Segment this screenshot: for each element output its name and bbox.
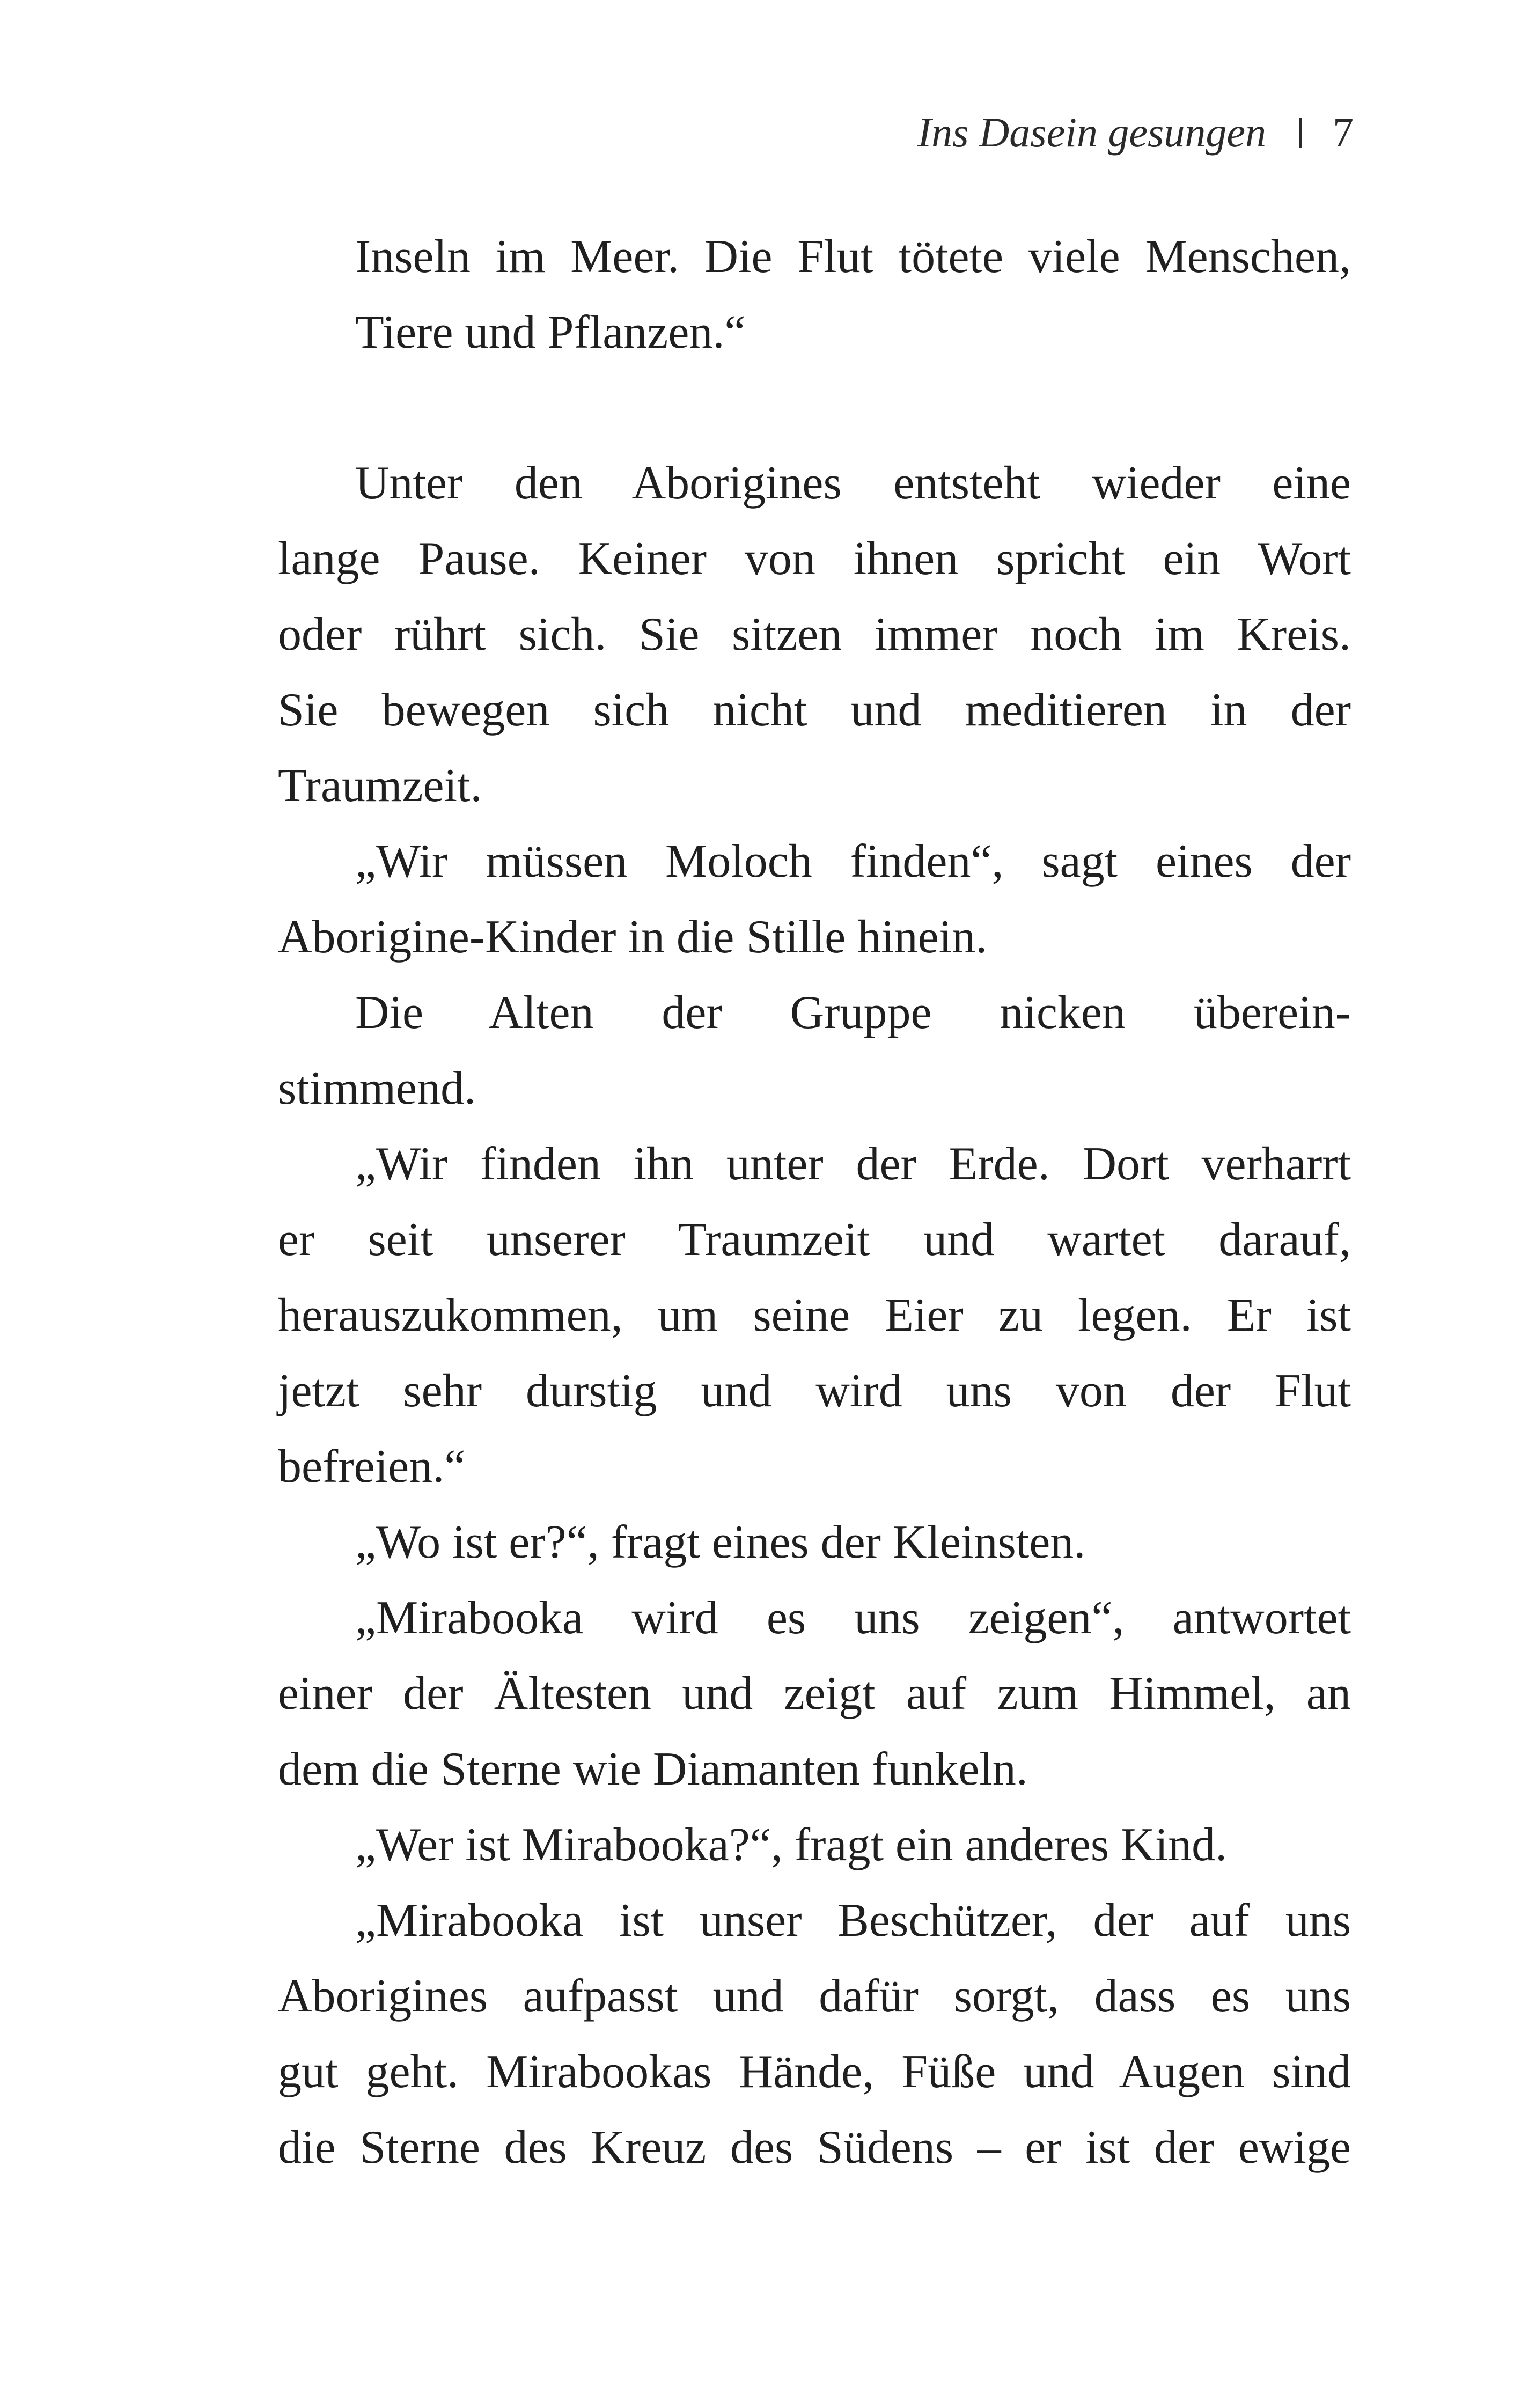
text-line: „Mirabooka wird es uns zeigen“, antwortet bbox=[355, 1592, 1351, 1644]
quote-line: Tiere und Pflanzen.“ bbox=[355, 306, 746, 358]
quote-line: Inseln im Meer. Die Flut tötete viele Menschen, bbox=[355, 231, 1351, 283]
text-line: jetzt sehr durstig und wird uns von der Flut bbox=[278, 1365, 1351, 1417]
body-text bbox=[278, 445, 1351, 2185]
running-title: Ins Dasein gesungen bbox=[917, 109, 1266, 156]
text-line: er seit unserer Traumzeit und wartet darauf, bbox=[278, 1214, 1351, 1266]
text-line: „Wir müssen Moloch finden“, sagt eines der bbox=[355, 835, 1351, 887]
text-line: dem die Sterne wie Diamanten funkeln. bbox=[278, 1743, 1028, 1795]
text-line: befreien.“ bbox=[278, 1441, 466, 1493]
text-line: Aborigine-Kinder in die Stille hinein. bbox=[278, 911, 988, 963]
text-line: stimmend. bbox=[278, 1062, 476, 1114]
text-line: „Mirabooka ist unser Beschützer, der auf uns bbox=[355, 1895, 1351, 1947]
text-line: Sie bewegen sich nicht und meditieren in der bbox=[278, 684, 1351, 736]
text-line: Unter den Aborigines entsteht wieder eine bbox=[355, 457, 1351, 509]
text-line: „Wer ist Mirabooka?“, fragt ein anderes Kind. bbox=[355, 1819, 1228, 1871]
text-line: Die Alten der Gruppe nicken überein- bbox=[355, 987, 1351, 1039]
text-line: Traumzeit. bbox=[278, 760, 482, 812]
text-line: herauszukommen, um seine Eier zu legen. Er ist bbox=[278, 1289, 1351, 1341]
text-line: oder rührt sich. Sie sitzen immer noch im Kreis. bbox=[278, 608, 1351, 660]
text-line: „Wir finden ihn unter der Erde. Dort verharrt bbox=[355, 1138, 1351, 1190]
text-line: Aborigines aufpasst und dafür sorgt, dass es uns bbox=[278, 1970, 1351, 2022]
text-line: einer der Ältesten und zeigt auf zum Himmel, an bbox=[278, 1668, 1351, 1720]
header-separator bbox=[1299, 118, 1302, 148]
text-line: lange Pause. Keiner von ihnen spricht ein Wort bbox=[278, 533, 1351, 585]
quote-continuation bbox=[355, 219, 1351, 370]
text-line: die Sterne des Kreuz des Südens – er ist der ewige bbox=[278, 2121, 1351, 2174]
running-header bbox=[917, 109, 1354, 156]
text-line: gut geht. Mirabookas Hände, Füße und Augen sind bbox=[278, 2046, 1351, 2098]
text-line: „Wo ist er?“, fragt eines der Kleinsten. bbox=[355, 1516, 1086, 1568]
page-number: 7 bbox=[1333, 109, 1354, 156]
